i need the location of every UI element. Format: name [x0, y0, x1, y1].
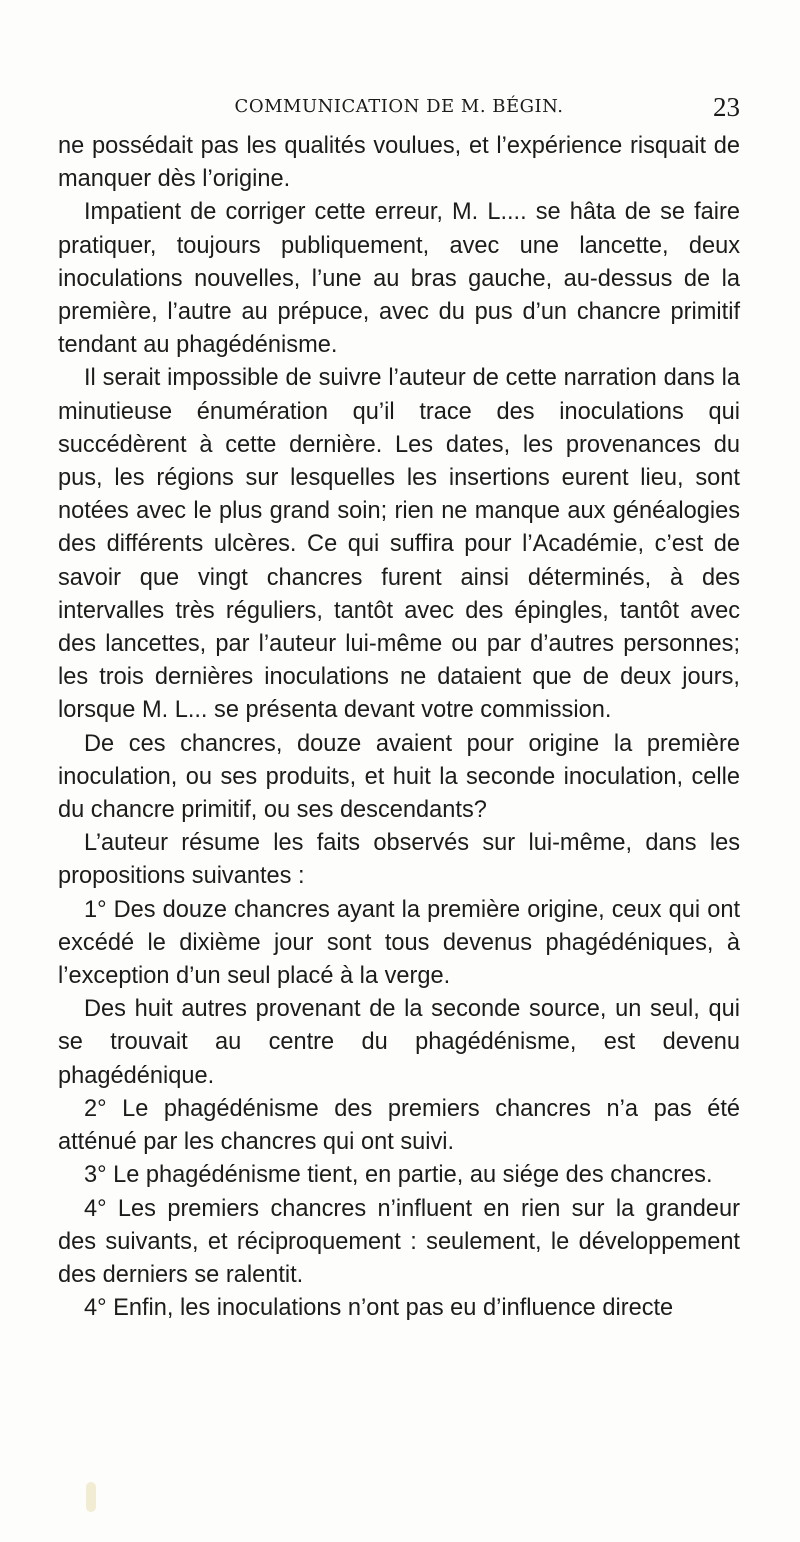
proposition-1-continued: Des huit autres provenant de la seconde source, un seul, qui se trouvait au centre du phagédénisme, est devenu phagédénique.	[58, 996, 740, 1089]
proposition-2: 2° Le phagédénisme des premiers chancres n’a pas été atténué par les chancres qui ont suivi.	[58, 1095, 740, 1156]
paragraph-continuation: ne possédait pas les qualités voulues, et l’expérience risquait de manquer dès l’origine.	[58, 133, 740, 193]
paragraph-narration: Il serait impossible de suivre l’auteur de cette narration dans la minutieuse énumération qu’il trace des inoculations qui succédèrent à cette dernière. Les dates, les provenances du pus, les régions sur lesquelles les insertions eurent lieu, sont notées avec le plus grand soin; rien ne manque aux généalogies des différents ulcères. Ce qui suffira pour l’Académie, c’est de savoir que vingt chancres furent ainsi déterminés, à des intervalles très réguliers, tantôt avec des épingles, tantôt avec des lancettes, par l’auteur lui-même ou par d’autres personnes; les trois dernières inoculations ne dataient que de deux jours, lorsque M. L... se présenta devant votre commission.	[58, 365, 740, 724]
proposition-3: 3° Le phagédénisme tient, en partie, au siége des chancres.	[84, 1162, 713, 1189]
body-text	[58, 130, 740, 1325]
proposition-4: 4° Les premiers chancres n’influent en rien sur la grandeur des suivants, et réciproquement : seulement, le développement des derniers se ralentit.	[58, 1195, 740, 1288]
running-title: COMMUNICATION DE M. BÉGIN.	[234, 96, 564, 117]
paragraph-origins: De ces chancres, douze avaient pour origine la première inoculation, ou ses produits, et huit la seconde inoculation, celle du chancre primitif, ou ses descendants?	[58, 730, 740, 824]
running-head	[58, 92, 740, 124]
paragraph-impatient: Impatient de corriger cette erreur, M. L.... se hâta de se faire pratiquer, toujours publiquement, avec une lancette, deux inoculations nouvelles, l’une au bras gauche, au-dessus de la première, l’autre au prépuce, avec du pus d’un chancre primitif tendant au phagédénisme.	[58, 199, 740, 359]
paragraph-summary-intro: L’auteur résume les faits observés sur lui-même, dans les propositions suivantes :	[58, 830, 740, 890]
proposition-4-enfin: 4° Enfin, les inoculations n’ont pas eu d’influence directe	[84, 1295, 674, 1322]
page-number: 23	[713, 92, 740, 122]
paper-stain	[86, 1482, 96, 1512]
proposition-1: 1° Des douze chancres ayant la première origine, ceux qui ont excédé le dixième jour sont tous devenus phagédéniques, à l’exception d’un seul placé à la verge.	[58, 896, 740, 990]
